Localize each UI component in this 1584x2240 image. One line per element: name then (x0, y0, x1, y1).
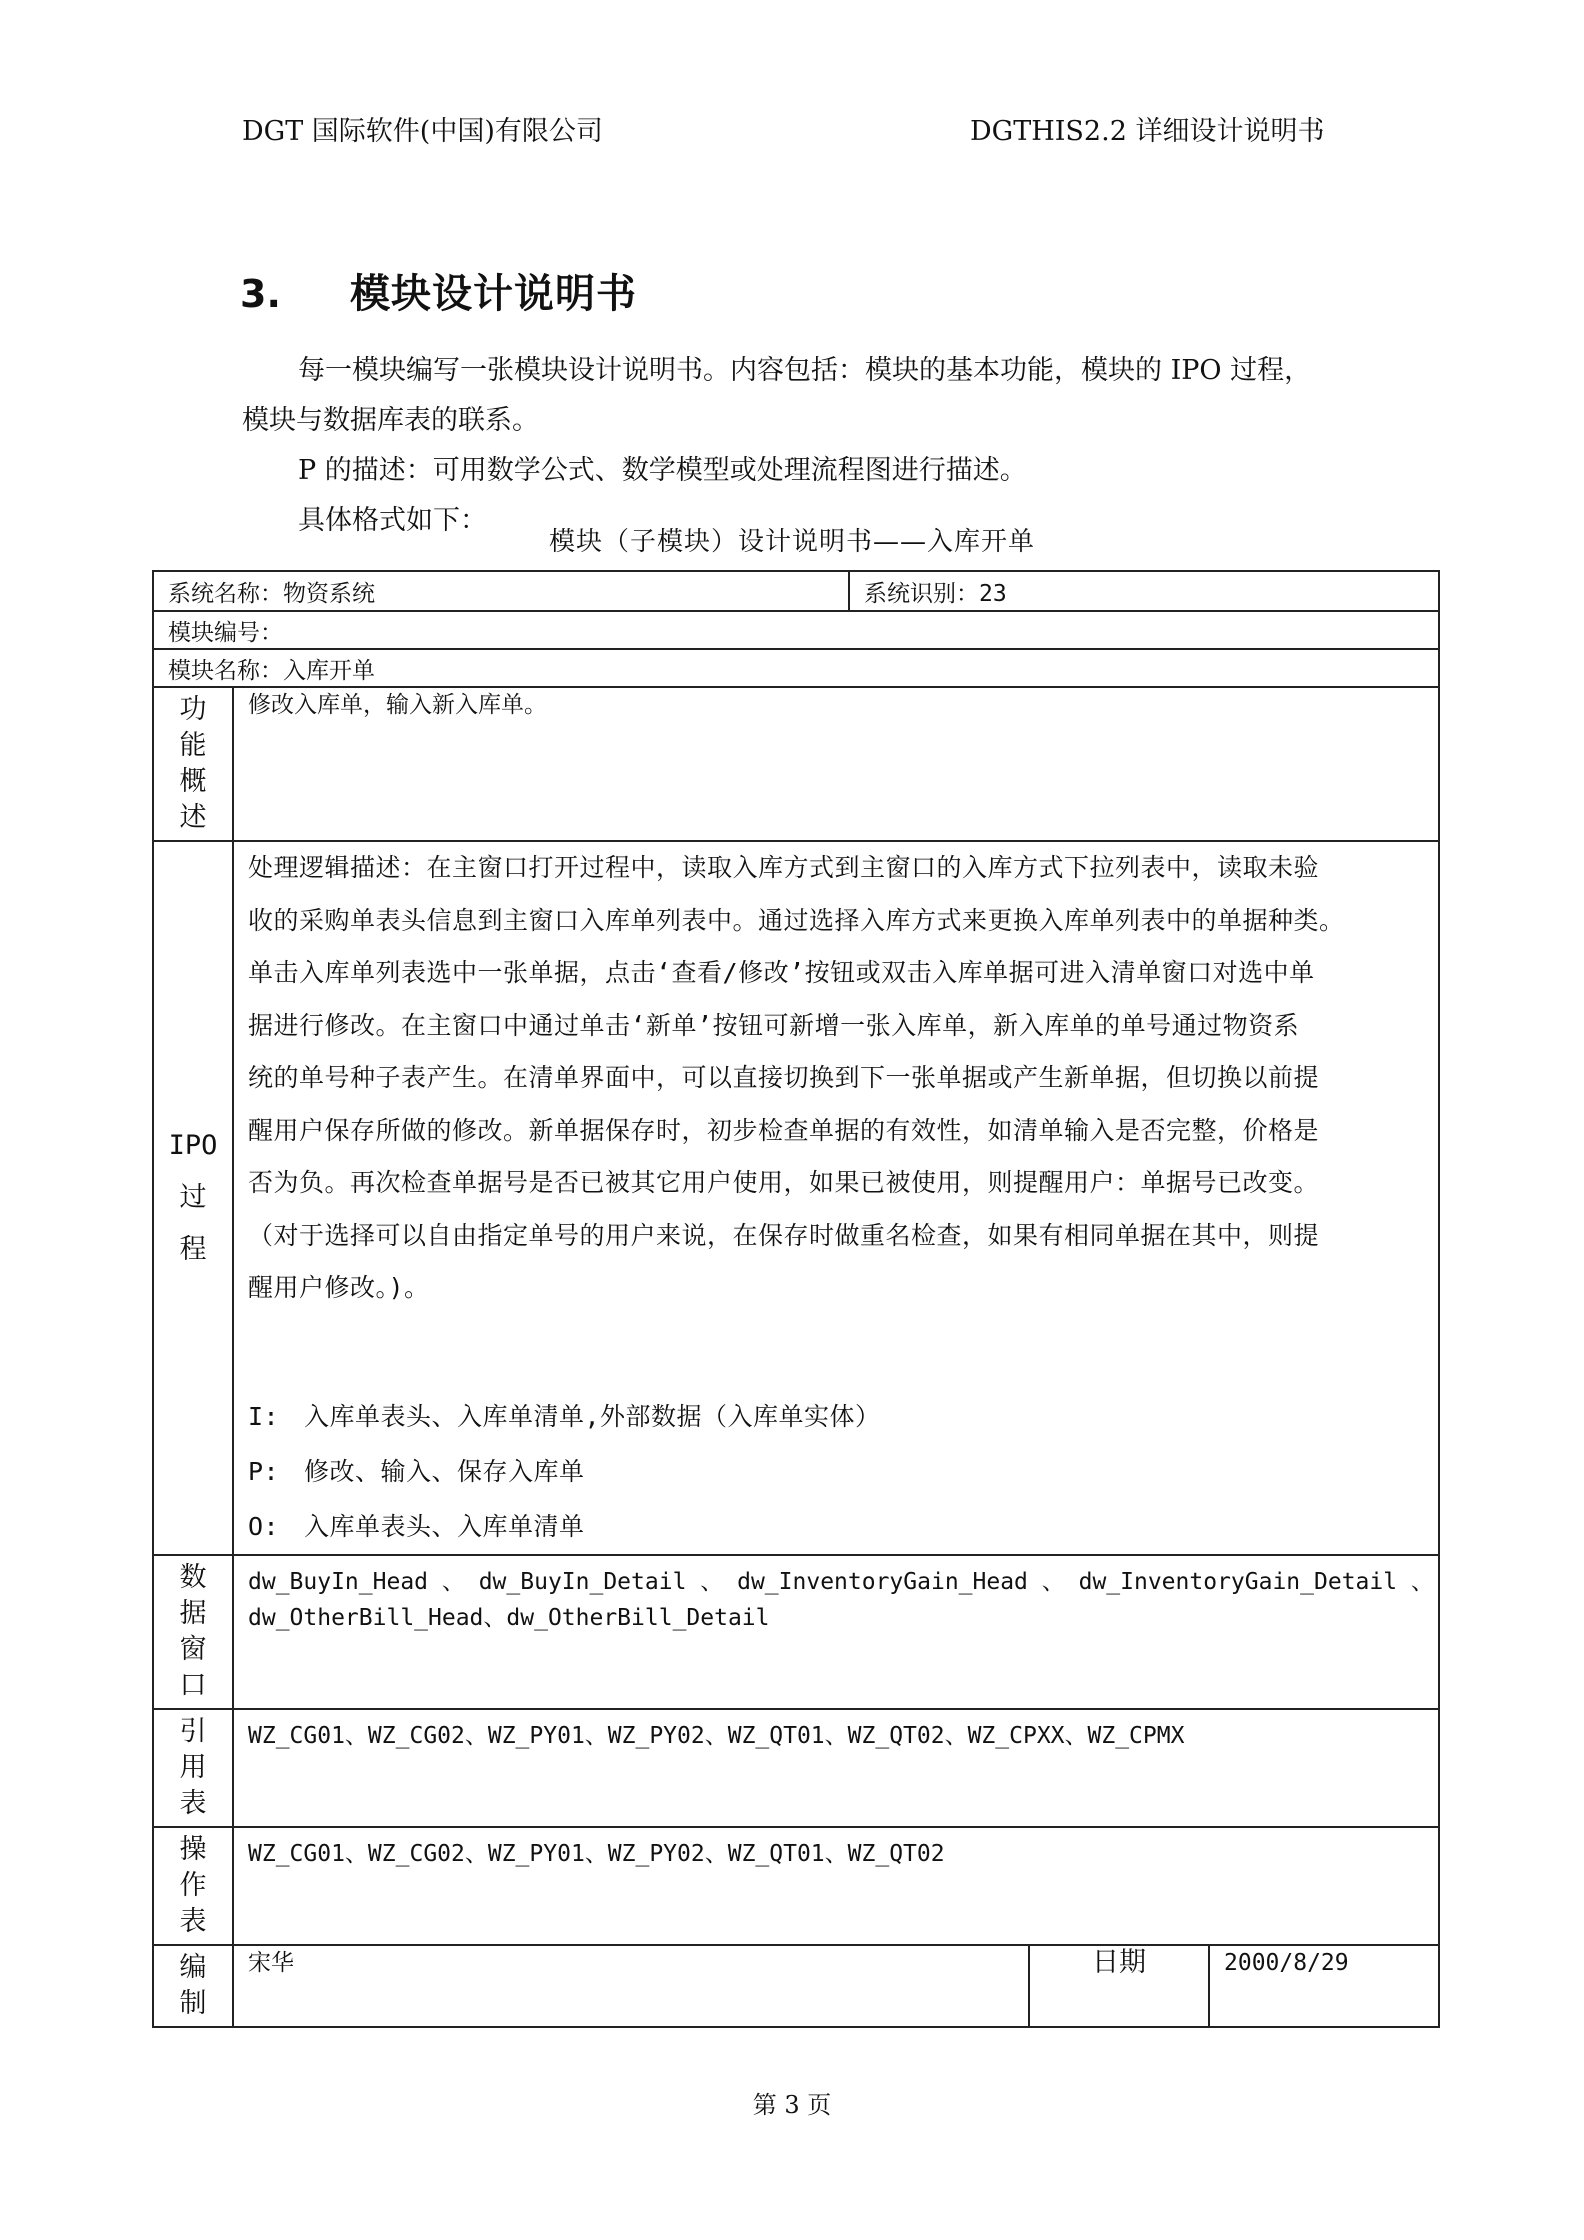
module-name-row (153, 649, 1439, 687)
module-no-cell: 模块编号： (153, 611, 1439, 649)
intro-line: 每一模块编写一张模块设计说明书。内容包括：模块的基本功能，模块的 IPO 过程， (298, 355, 1312, 386)
ipo-text-line: （对于选择可以自由指定单号的用户来说，在保存时做重名检查，如果有相同单据在其中，则提 (248, 1220, 1320, 1250)
operated-tables-label (153, 1827, 233, 1945)
function-row (153, 687, 1439, 841)
label-char: IPO (168, 1129, 218, 1161)
page-number: 第 3 页 (752, 2091, 832, 2119)
ipo-spacer (248, 1315, 1424, 1389)
module-spec-table (152, 570, 1440, 2028)
datawindow-row (153, 1555, 1439, 1709)
label-char: 编 (179, 1951, 207, 1983)
intro-line: 模块与数据库表的联系。 (242, 405, 539, 436)
module-name-cell: 模块名称：入库开单 (153, 649, 1439, 687)
ipo-text-line: 收的采购单表头信息到主窗口入库单列表中。通过选择入库方式来更换入库单列表中的单据种类。 (248, 905, 1345, 935)
ipo-value: 入库单表头、入库单清单 (304, 1511, 585, 1541)
label-char: 程 (179, 1233, 207, 1265)
ipo-value: 入库单表头、入库单清单,外部数据（入库单实体） (304, 1401, 881, 1431)
ipo-output-line (248, 1499, 1424, 1554)
ipo-input-line (248, 1389, 1424, 1444)
author-name: 宋华 (233, 1945, 1029, 2027)
ipo-text-line: 否为负。再次检查单据号是否已被其它用户使用，如果已被使用，则提醒用户：单据号已改变。 (248, 1168, 1320, 1197)
label-char: 功 (179, 694, 207, 725)
label-char: 过 (179, 1181, 207, 1213)
system-name-cell: 系统名称：物资系统 (153, 571, 849, 611)
ipo-value: 修改、输入、保存入库单 (304, 1456, 585, 1486)
ipo-text-line: 统的单号种子表产生。在清单界面中，可以直接切换到下一张单据或产生新单据，但切换以前提 (248, 1063, 1320, 1092)
label-char: 述 (179, 802, 207, 833)
referenced-tables-text: WZ_CG01、WZ_CG02、WZ_PY01、WZ_PY02、WZ_QT01、WZ_QT02、WZ_CPXX、WZ_CPMX (248, 1722, 1185, 1749)
function-text: 修改入库单，输入新入库单。 (233, 687, 1439, 841)
date-value: 2000/8/29 (1209, 1945, 1439, 2027)
ipo-content (233, 841, 1439, 1555)
author-row (153, 1945, 1439, 2027)
label-char: 制 (179, 1987, 207, 2019)
ipo-text-line: 单击入库单列表选中一张单据，点击‘查看/修改’按钮或双击入库单据可进入清单窗口对选中单 (248, 958, 1315, 987)
referenced-tables-label (153, 1709, 233, 1827)
ipo-text-line: 醒用户保存所做的修改。新单据保存时，初步检查单据的有效性，如清单输入是否完整，价格是 (248, 1115, 1320, 1145)
ipo-key: I: (248, 1401, 280, 1431)
header-company: DGT 国际软件(中国)有限公司 (242, 116, 603, 147)
datawindow-content (233, 1555, 1439, 1709)
operated-tables-content (233, 1827, 1439, 1945)
referenced-tables-content (233, 1709, 1439, 1827)
ipo-key: P: (248, 1456, 280, 1486)
table-caption: 模块（子模块）设计说明书——入库开单 (548, 527, 1035, 557)
date-label: 日期 (1029, 1945, 1209, 2027)
section-title: 模块设计说明书 (350, 271, 637, 317)
ipo-key: O: (248, 1511, 280, 1541)
label-char: 口 (179, 1669, 207, 1701)
label-char: 操 (179, 1833, 207, 1865)
label-char: 数 (179, 1561, 207, 1593)
label-char: 用 (179, 1751, 207, 1783)
system-row (153, 571, 1439, 611)
label-char: 引 (179, 1715, 207, 1747)
label-char: 能 (179, 730, 207, 761)
operated-tables-row (153, 1827, 1439, 1945)
intro-line: P 的描述：可用数学公式、数学模型或处理流程图进行描述。 (298, 455, 1027, 486)
datawindow-line: dw_BuyIn_Head 、 dw_BuyIn_Detail 、 dw_InventoryGain_Head 、 dw_InventoryGain_Detail 、 (248, 1568, 1434, 1595)
section-number: 3. (240, 272, 281, 316)
label-char: 表 (179, 1905, 207, 1937)
label-char: 作 (179, 1869, 207, 1901)
function-label (153, 687, 233, 841)
intro-line: 具体格式如下： (298, 505, 487, 536)
label-char: 窗 (179, 1633, 207, 1665)
ipo-label (153, 841, 233, 1555)
system-id-cell: 系统识别：23 (849, 571, 1439, 611)
label-char: 概 (179, 766, 207, 797)
header-document-title: DGTHIS2.2 详细设计说明书 (970, 116, 1325, 147)
ipo-row (153, 841, 1439, 1555)
ipo-text-line: 据进行修改。在主窗口中通过单击‘新单’按钮可新增一张入库单，新入库单的单号通过物资系 (248, 1010, 1300, 1040)
intro-paragraph (242, 346, 1362, 546)
author-label (153, 1945, 233, 2027)
datawindow-label (153, 1555, 233, 1709)
operated-tables-text: WZ_CG01、WZ_CG02、WZ_PY01、WZ_PY02、WZ_QT01、WZ_QT02 (248, 1840, 945, 1867)
ipo-text-line: 醒用户修改。)。 (248, 1273, 430, 1302)
label-char: 表 (179, 1787, 207, 1819)
label-char: 据 (179, 1597, 207, 1629)
datawindow-line: dw_OtherBill_Head、dw_OtherBill_Detail (248, 1604, 770, 1631)
referenced-tables-row (153, 1709, 1439, 1827)
section-heading (240, 262, 637, 319)
ipo-process-line (248, 1444, 1424, 1499)
ipo-text-line: 处理逻辑描述：在主窗口打开过程中，读取入库方式到主窗口的入库方式下拉列表中，读取未验 (248, 853, 1320, 882)
module-no-row (153, 611, 1439, 649)
